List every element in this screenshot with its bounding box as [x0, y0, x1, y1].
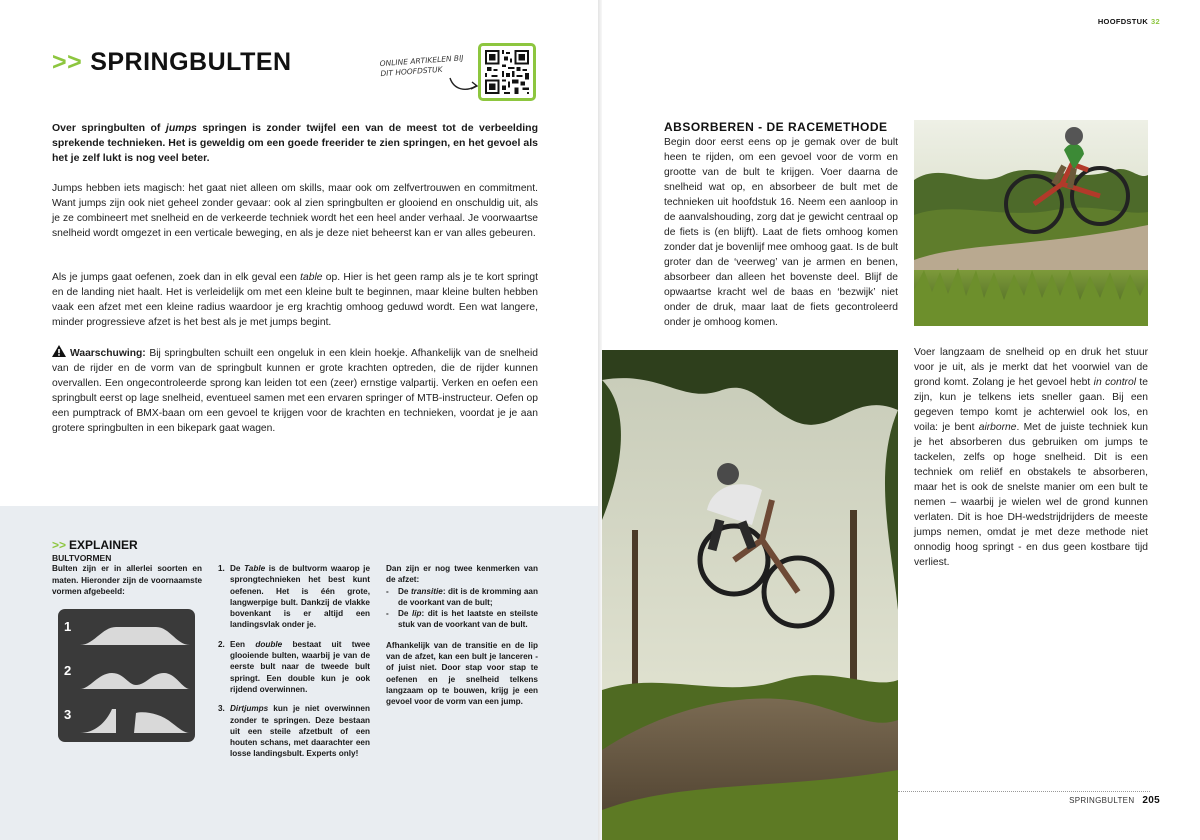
- shape-descriptions: [218, 563, 370, 768]
- column-1-text: Begin door eerst eens op je gemak over de bult heen te rijden, om een gevoel voor de vorm en grootte van de bult te krijgen. Voer daarna de snelheid wat op, en absorbeer de bult met de technieken uit hoofdstuk 16. Neem een aanloop in de aanvalshouding, zorg dat je gewicht centraal op de fiets is (en blijft). Laat de fiets omhoog komen zonder dat je bovenlijf mee omhoog gaat. Is de bult groter dan de ‘veerweg’ van je armen en benen, absorbeer dan alleen het bovenste deel. Blijf de opwaartse kracht wel de baas en ‘bezwijk’ niet onder de druk, maar laat de fiets gecontroleerd onder je omhoog komen.: [664, 137, 898, 328]
- explainer-intro: Bulten zijn er in allerlei soorten en maten. Hieronder zijn de voornaamste vormen afgebeeld:: [52, 564, 202, 596]
- double-jump-icon: [80, 659, 192, 691]
- qr-hint-text: ONLINE ARTIKELEN BIJ DIT HOOFDSTUK: [379, 53, 464, 79]
- list-item: 2. Een double bestaat uit twee glooiende bulten, waarbij je van de eerste bult naar de tweede bult springt. Een double kun je ook rijdend overwinnen.: [218, 639, 371, 694]
- list-item: - De lip: dit is het laatste en steilste stuk van de voorkant van de bult.: [386, 609, 538, 630]
- shape-number: 2: [64, 663, 72, 678]
- section-title: ABSORBEREN - DE RACEMETHODE: [664, 120, 888, 134]
- heading-arrows: >>: [52, 48, 83, 76]
- body-paragraph-1: Jumps hebben iets magisch: het gaat niet alleen om skills, maar ook om zelfvertrouwen en commitment. Want jumps zijn ook niet geheel zonder gevaar: ook al zien springbulten er glooiend en onschuldig uit, als je ze combineert met snelheid en de verkeerde techniek wordt het een heel ander verhaal. Je voorwaartse snelheid wordt omgezet in een verticale beweging, en als je deze niet beheerst kan er van alles gebeuren.: [52, 183, 538, 239]
- airborne-rider-photo: [602, 350, 898, 840]
- left-page: [0, 0, 598, 840]
- lead-paragraph: Over springbulten of jumps springen is zonder twijfel een van de meest tot de verbeelding sprekende technieken. Het is geweldig om een goede freerider te zien springen, en het gevoel als het je zelf lukt is nog veel beter.: [52, 122, 538, 164]
- body-paragraph-2: Als je jumps gaat oefenen, zoek dan in elk geval een table op. Hier is het geen ramp als je te kort springt en de landing niet haalt. Het is verleidelijk om met een kleine bult te beginnen, maar kleine bulten hebben vaak een afzet met een kleine radius waardoor je erg krachtig omhoog geduwd wordt. Een wat langere, minder progressieve afzet is het best als je met jumps begint.: [52, 272, 538, 328]
- warning-label: Waarschuwing:: [70, 348, 146, 359]
- shape-number: 1: [64, 619, 72, 634]
- shape-double: [58, 657, 195, 693]
- footer-label: SPRINGBULTEN: [1069, 796, 1135, 805]
- chapter-heading: [52, 48, 292, 77]
- footer-rule: [898, 791, 1150, 792]
- photo-rider-top: [914, 120, 1148, 326]
- warning-icon: [52, 345, 66, 357]
- arrow-icon: [448, 74, 480, 94]
- shape-number: 3: [64, 707, 72, 722]
- explainer-subtitle: BULTVORMEN: [52, 553, 112, 563]
- right-page: [602, 0, 1200, 840]
- shape-dirtjump: [58, 701, 195, 737]
- table-jump-icon: [80, 615, 192, 647]
- explainer-box: [0, 506, 598, 840]
- shape-table: [58, 613, 195, 649]
- jump-shapes-diagram: [58, 609, 195, 742]
- page-number: 205: [1142, 795, 1160, 806]
- mountain-biker-photo: [914, 120, 1148, 326]
- list-item: 3. Dirtjumps kun je niet overwinnen zonder te springen. Deze bestaan uit een steile afzetbult of een houten schans, met daarachter een losse landingsbult. Experts only!: [218, 704, 370, 759]
- heading-title: SPRINGBULTEN: [90, 48, 292, 76]
- running-head: HOOFDSTUK 32: [1097, 17, 1160, 26]
- warning-paragraph: Waarschuwing: Bij springbulten schuilt een ongeluk in een klein hoekje. Afhankelijk van de snelheid van de rijder en de vorm van de springbult kunnen er grote krachten optreden, die de rijder kunnen overvallen. Een ongecontroleerde sprong kan leiden tot een (zeer) ernstige valpartij. Verken en oefen een springbult eerst op lage snelheid, eventueel samen met een ervaren springer of MTB-instructeur. Oefen op een pumptrack of BMX-baan om een gevoel te krijgen voor de krachten en technieken, voordat je je aan grotere springbulten in een bikepark gaat wagen.: [52, 345, 538, 436]
- photo-rider-airborne: [602, 350, 898, 840]
- explainer-title: >> EXPLAINER: [52, 538, 138, 552]
- qr-code-icon: [485, 50, 529, 94]
- qr-code[interactable]: [478, 43, 536, 101]
- dirtjump-icon: [80, 703, 192, 735]
- column-2-text: Voer langzaam de snelheid op en druk het stuur voor je uit, als je merkt dat het voorwiel van de grond komt. Zolang je het gevoel hebt in control te zijn, kun je telkens iets sneller gaan. Bij een gegeven tempo komt je achterwiel ook los, en voila: je bent airborne. Met de juiste techniek kun je het absorberen dus gebruiken om jumps te tackelen, zelfs op hoge snelheid. Dit is een techniek om reliëf en obstakels te absorberen, maar het is ook de snelste manier om een bult te nemen – waarbij je wielen wel de grond kunnen verlaten. Dit is hoe DH-wedstrijdrijders de meeste jumps nemen, omdat je met deze methode niet onnodig hoog springt - en dus geen kostbare tijd verliest.: [914, 347, 1149, 568]
- list-item: 1. De Table is de bultvorm waarop je sprongtechnieken het best kunt oefenen. Het is één grote, langwerpige bult. Dankzij de vlakke bovenkant is er altijd een landingsvlak onder je.: [218, 564, 370, 630]
- takeoff-features: Dan zijn er nog twee kenmerken van de afzet: - De transitie: dit is de kromming aan de voorkant van de bult; - De lip: dit is het laatste en steilste stuk van de voorkant van de bult. Afhankelijk van de transitie en de lip van de afzet, kan een bult je lanceren - of juist niet. Door stap voor stap te oefenen en je snelheid telkens langzaam op te bouwen, krijg je een gevoel voor de vorm van een jump.: [386, 564, 538, 707]
- list-item: - De transitie: dit is de kromming aan de voorkant van de bult;: [386, 586, 538, 607]
- page-footer: [1069, 795, 1160, 806]
